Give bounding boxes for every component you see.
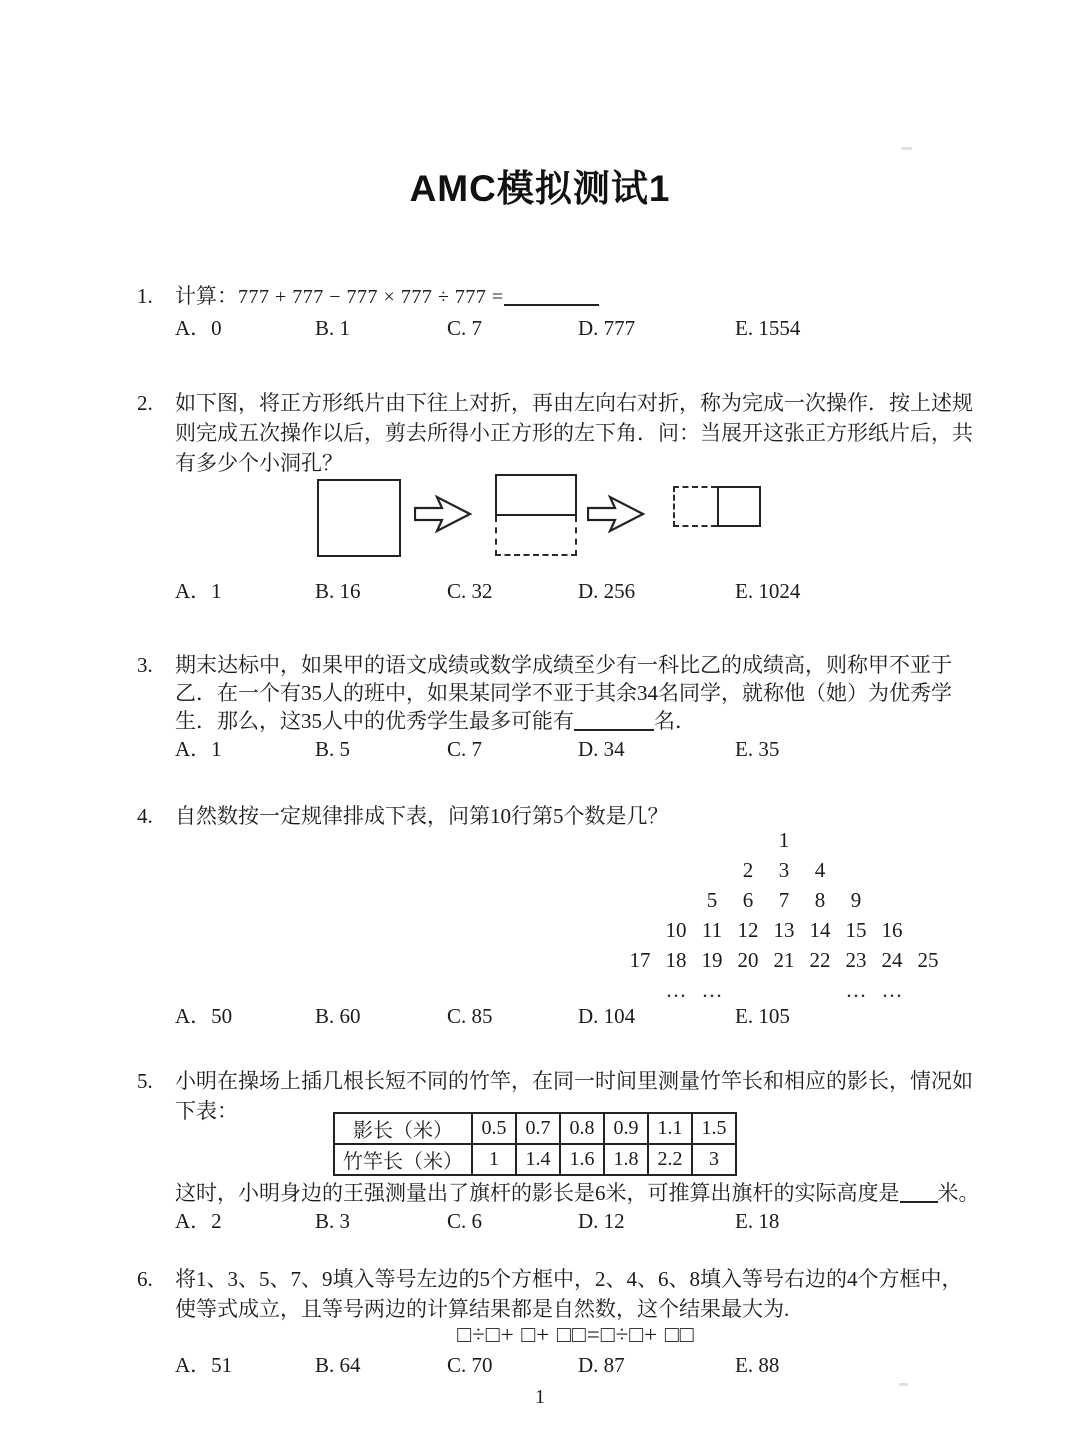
answer-blank — [504, 286, 599, 306]
question-3 — [135, 650, 952, 770]
question-1-formula: 777 + 777 − 777 × 777 ÷ 777 = — [238, 286, 504, 308]
question-6-options — [175, 1350, 947, 1380]
question-1 — [135, 281, 947, 351]
option-e: E. 18 — [735, 1209, 780, 1233]
row-header: 影长（米） — [334, 1113, 472, 1144]
option-a: A．1 — [175, 579, 222, 603]
page-title: AMC模拟测试1 — [409, 168, 671, 209]
option-d: D. 12 — [578, 1209, 625, 1233]
question-2-line2: 则完成五次操作以后，剪去所得小正方形的左下角．问：当展开这张正方形纸片后，共 — [175, 421, 973, 445]
question-5-line3-suffix: 米。 — [937, 1181, 980, 1205]
page-number: 1 — [535, 1386, 545, 1408]
option-c: C. 85 — [447, 1004, 493, 1028]
question-3-line2: 乙．在一个有35人的班中，如果某同学不亚于其余34名同学，就称他（她）为优秀学 — [175, 681, 952, 705]
row-header: 竹竿长（米） — [334, 1144, 472, 1175]
question-4-line1: 自然数按一定规律排成下表，问第10行第5个数是几？ — [175, 804, 669, 828]
square-paper-diagram — [317, 479, 401, 557]
option-c: C. 32 — [447, 579, 493, 603]
answer-blank — [900, 1183, 938, 1203]
question-2-number: 2. — [137, 391, 153, 415]
question-1-label: 计算： — [175, 284, 238, 308]
question-5-options — [175, 1206, 947, 1236]
question-3-options — [175, 734, 947, 764]
option-d: D. 777 — [578, 316, 636, 340]
triangle-row-1: 1 — [778, 828, 790, 852]
option-b: B. 1 — [315, 316, 351, 340]
option-e: E. 1554 — [735, 316, 801, 340]
question-4 — [135, 801, 947, 1037]
scan-artifact-top — [901, 147, 912, 150]
question-4-options — [175, 1001, 947, 1031]
option-a: A．51 — [175, 1353, 233, 1377]
triangle-row-3: 5 6 7 8 9 — [706, 888, 862, 912]
question-5-number: 5. — [137, 1069, 153, 1093]
option-b: B. 5 — [315, 737, 351, 761]
question-5-line3-prefix: 这时，小明身边的王强测量出了旗杆的影长是6米，可推算出旗杆的实际高度是 — [175, 1181, 900, 1205]
option-a: A．2 — [175, 1209, 222, 1233]
question-6-equation: □÷□+ □+ □□=□÷□+ □□ — [457, 1322, 695, 1347]
triangle-row-2: 2 3 4 — [742, 858, 826, 882]
option-b: B. 16 — [315, 579, 361, 603]
table-row-pole: 竹竿长（米） 1 1.4 1.6 1.8 2.2 3 — [334, 1144, 736, 1175]
option-e: E. 105 — [735, 1004, 790, 1028]
right-arrow-icon — [587, 494, 645, 534]
option-e: E. 88 — [735, 1353, 780, 1377]
table-row-shadow: 影长（米） 0.5 0.7 0.8 0.9 1.1 1.5 — [334, 1113, 736, 1144]
option-c: C. 70 — [447, 1353, 493, 1377]
question-2 — [135, 388, 973, 620]
triangle-row-4: 10 11 12 13 14 15 16 — [665, 918, 903, 942]
quarter-solid-diagram — [717, 486, 761, 527]
option-a: A．0 — [175, 316, 222, 340]
option-e: E. 35 — [735, 737, 780, 761]
option-c: C. 7 — [447, 316, 483, 340]
question-1-text — [175, 281, 599, 312]
answer-blank — [574, 711, 654, 731]
right-arrow-icon — [414, 494, 472, 534]
question-2-options — [175, 576, 947, 606]
question-3-line3-suffix: 名． — [654, 709, 696, 733]
option-a: A．50 — [175, 1004, 233, 1028]
question-5-line2: 下表： — [175, 1099, 238, 1123]
question-3-line1: 期末达标中，如果甲的语文成绩或数学成绩至少有一科比乙的成绩高，则称甲不亚于 — [175, 653, 952, 677]
option-a: A．1 — [175, 737, 222, 761]
question-1-options — [175, 313, 947, 343]
question-2-line3: 有多少个小洞孔？ — [175, 451, 343, 475]
question-5 — [135, 1066, 980, 1242]
question-2-line1: 如下图，将正方形纸片由下往上对折，再由左向右对折，称为完成一次操作．按上述规 — [175, 391, 973, 415]
question-6-line1: 将1、3、5、7、9填入等号左边的5个方框中，2、4、6、8填入等号右边的4个方框中， — [175, 1267, 963, 1291]
option-b: B. 60 — [315, 1004, 361, 1028]
question-6-line2: 使等式成立，且等号两边的计算结果都是自然数，这个结果最大为. — [175, 1297, 790, 1321]
question-4-number: 4. — [137, 804, 153, 828]
question-6 — [135, 1264, 963, 1386]
option-b: B. 3 — [315, 1209, 351, 1233]
option-c: C. 6 — [447, 1209, 483, 1233]
number-triangle — [622, 825, 946, 1005]
option-b: B. 64 — [315, 1353, 361, 1377]
triangle-row-5: 17 18 19 20 21 22 23 24 25 — [629, 948, 939, 972]
question-3-line3 — [175, 706, 696, 736]
question-3-number: 3. — [137, 653, 153, 677]
question-6-number: 6. — [137, 1267, 153, 1291]
folded-half-solid-diagram — [495, 474, 577, 516]
quarter-dashed-diagram — [673, 486, 717, 527]
triangle-row-6: … … … … — [665, 978, 903, 1002]
folded-half-dashed-diagram — [495, 516, 577, 556]
option-d: D. 104 — [578, 1004, 636, 1028]
shadow-length-table — [333, 1112, 737, 1176]
option-c: C. 7 — [447, 737, 483, 761]
question-1-number: 1. — [137, 284, 153, 308]
option-d: D. 256 — [578, 579, 636, 603]
option-d: D. 34 — [578, 737, 625, 761]
option-e: E. 1024 — [735, 579, 801, 603]
question-3-line3-prefix: 生．那么，这35人中的优秀学生最多可能有 — [175, 709, 574, 733]
question-5-line1: 小明在操场上插几根长短不同的竹竿，在同一时间里测量竹竿长和相应的影长，情况如 — [175, 1069, 973, 1093]
option-d: D. 87 — [578, 1353, 625, 1377]
question-5-line3 — [175, 1178, 980, 1208]
